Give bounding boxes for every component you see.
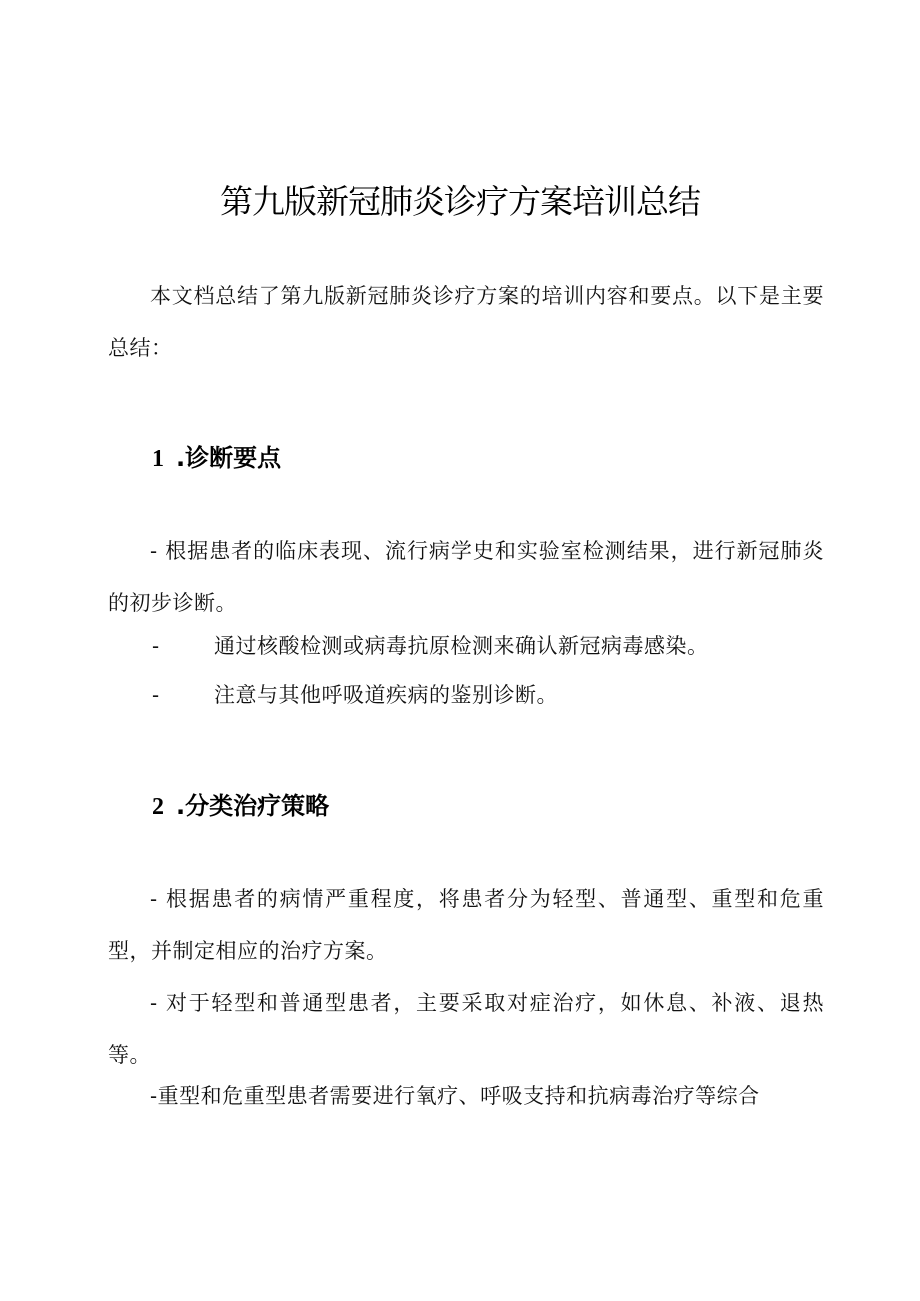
section-1-title: .诊断要点	[176, 444, 282, 472]
section-2-item-1: - 根据患者的病情严重程度，将患者分为轻型、普通型、重型和危重型，并制定相应的治疗方案。	[108, 887, 824, 963]
section-2-number: 2	[152, 794, 164, 820]
section-2-heading	[152, 788, 329, 825]
document-title: 第九版新冠肺炎诊疗方案培训总结	[220, 182, 700, 221]
section-1-item-2-text: 通过核酸检测或病毒抗原检测来确认新冠病毒感染。	[214, 634, 709, 658]
section-1-number: 1	[152, 446, 164, 472]
section-1-item-3	[152, 680, 558, 710]
section-1-heading	[152, 440, 281, 477]
intro-paragraph: 本文档总结了第九版新冠肺炎诊疗方案的培训内容和要点。以下是主要总结：	[108, 284, 824, 360]
section-1-item-3-text: 注意与其他呼吸道疾病的鉴别诊断。	[214, 683, 558, 707]
bullet-dash: -	[152, 683, 160, 707]
section-2-item-2: - 对于轻型和普通型患者，主要采取对症治疗，如休息、补液、退热等。	[108, 991, 824, 1067]
bullet-dash: -	[152, 634, 160, 658]
section-2-item-3: -重型和危重型患者需要进行氧疗、呼吸支持和抗病毒治疗等综合	[150, 1084, 760, 1108]
section-1-item-2	[152, 631, 709, 661]
section-1-item-1: - 根据患者的临床表现、流行病学史和实验室检测结果，进行新冠肺炎的初步诊断。	[108, 539, 824, 615]
section-2-title: .分类治疗策略	[176, 792, 330, 820]
